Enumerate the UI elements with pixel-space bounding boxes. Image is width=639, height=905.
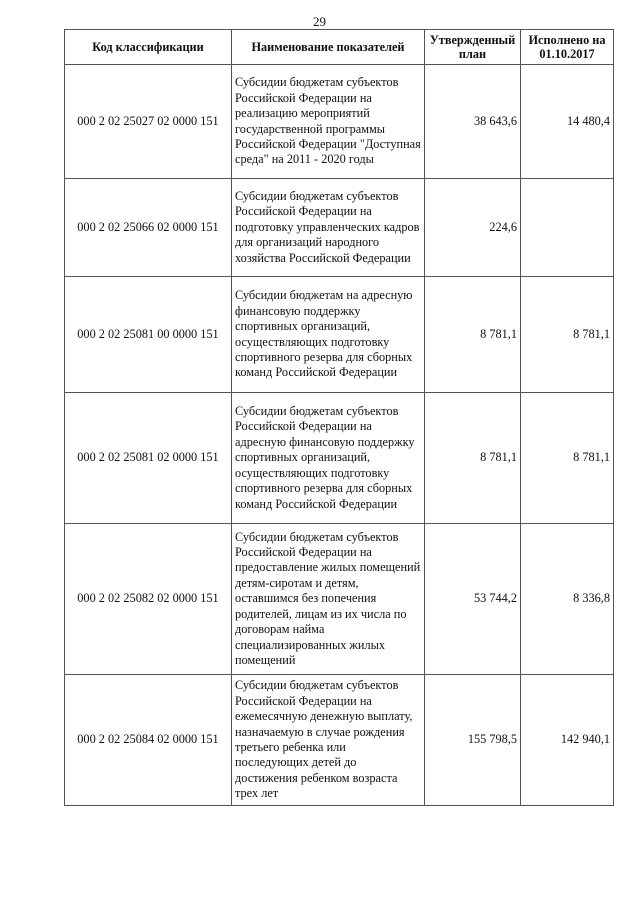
header-code: Код классификации	[65, 30, 232, 65]
row-name: Субсидии бюджетам субъектов Российской Федерации на подготовку управленческих кадров для организаций народного хозяйства Российской Федерации	[232, 179, 425, 277]
header-executed: Исполнено на 01.10.2017	[521, 30, 614, 65]
table-row	[65, 65, 614, 179]
row-plan: 38 643,6	[425, 65, 521, 179]
row-plan: 8 781,1	[425, 277, 521, 393]
row-plan: 155 798,5	[425, 675, 521, 806]
row-name: Субсидии бюджетам субъектов Российской Федерации на предоставление жилых помещений детям-сиротам и детям, оставшимся без попечения родителей, лицам из их числа по договорам найма специализированных жилых помещений	[232, 524, 425, 675]
row-code: 000 2 02 25082 02 0000 151	[65, 524, 232, 675]
table-row	[65, 277, 614, 393]
table-row	[65, 524, 614, 675]
header-name: Наименование показателей	[232, 30, 425, 65]
page-number: 29	[313, 14, 326, 29]
row-executed: 8 781,1	[521, 277, 614, 393]
row-plan: 224,6	[425, 179, 521, 277]
row-executed	[521, 179, 614, 277]
row-executed: 8 336,8	[521, 524, 614, 675]
row-plan: 53 744,2	[425, 524, 521, 675]
row-code: 000 2 02 25081 02 0000 151	[65, 393, 232, 524]
row-code: 000 2 02 25081 00 0000 151	[65, 277, 232, 393]
table-row	[65, 675, 614, 806]
row-code: 000 2 02 25084 02 0000 151	[65, 675, 232, 806]
row-executed: 142 940,1	[521, 675, 614, 806]
row-executed: 14 480,4	[521, 65, 614, 179]
row-plan: 8 781,1	[425, 393, 521, 524]
row-name: Субсидии бюджетам субъектов Российской Федерации на адресную финансовую поддержку спортивных организаций, осуществляющих подготовку спортивного резерва для сборных команд Российской Федерации	[232, 393, 425, 524]
row-name: Субсидии бюджетам субъектов Российской Федерации на ежемесячную денежную выплату, назначаемую в случае рождения третьего ребенка или последующих детей до достижения ребенком возраста трех лет	[232, 675, 425, 806]
header-plan: Утвержденный план	[425, 30, 521, 65]
row-executed: 8 781,1	[521, 393, 614, 524]
table-header-row	[65, 30, 614, 65]
table-row	[65, 393, 614, 524]
table-row	[65, 179, 614, 277]
row-name: Субсидии бюджетам субъектов Российской Федерации на реализацию мероприятий государственной программы Российской Федерации "Доступная среда" на 2011 - 2020 годы	[232, 65, 425, 179]
row-code: 000 2 02 25027 02 0000 151	[65, 65, 232, 179]
row-code: 000 2 02 25066 02 0000 151	[65, 179, 232, 277]
budget-table	[64, 29, 614, 806]
row-name: Субсидии бюджетам на адресную финансовую поддержку спортивных организаций, осуществляющих подготовку спортивного резерва для сборных команд Российской Федерации	[232, 277, 425, 393]
